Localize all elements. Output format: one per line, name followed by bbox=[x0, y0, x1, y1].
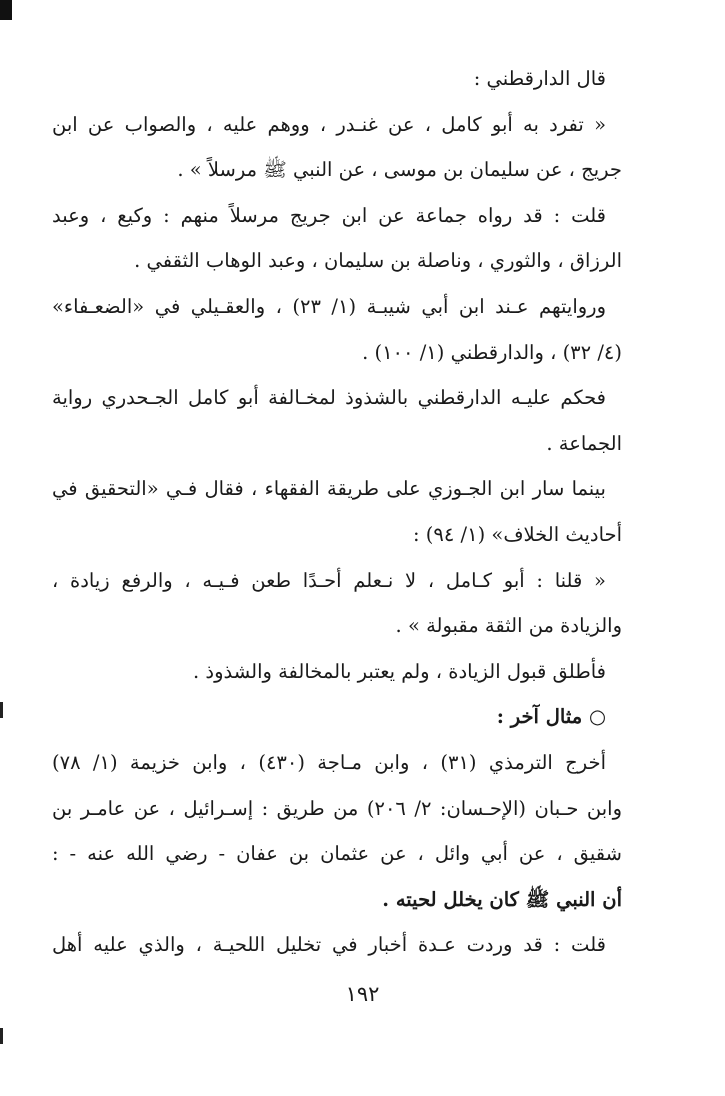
text-line: « تفرد به أبو كامل ، عن غنـدر ، ووهم عليه ، والصواب عن ابن bbox=[52, 112, 606, 136]
text-line: الرزاق ، والثوري ، وناصلة بن سليمان ، وعبد الوهاب الثقفي . bbox=[134, 249, 622, 273]
scan-edge-tick bbox=[0, 702, 3, 718]
text-line: قلت : قد رواه جماعة عن ابن جريج مرسلاً منهم : وكيع ، وعبد bbox=[52, 203, 606, 227]
body-text bbox=[52, 56, 622, 968]
text-line: أحاديث الخلاف» (١/ ٩٤) : bbox=[412, 522, 622, 546]
hadith-text: أن النبي ﷺ كان يخلل لحيته . bbox=[382, 887, 622, 911]
text-line: أخرج الترمذي (٣١) ، وابن مـاجة (٤٣٠) ، وابن خزيمة (١/ ٧٨) bbox=[52, 750, 606, 774]
text-line: قال الدارقطني : bbox=[473, 67, 606, 90]
text-line: فأطلق قبول الزيادة ، ولم يعتبر بالمخالفة والشذوذ . bbox=[193, 659, 606, 683]
text-line: وابن حـبان (الإحـسان: ٢/ ٢٠٦) من طريق : إسـرائيل ، عن عامـر بن bbox=[52, 796, 622, 820]
scan-edge-tick bbox=[0, 1028, 3, 1044]
text-line: الجماعة . bbox=[546, 431, 622, 455]
text-line: وروايتهم عـند ابن أبي شيبـة (١/ ٢٣) ، والعقـيلي في «الضعـفاء» bbox=[52, 294, 606, 318]
text-line: « قلنا : أبو كـامل ، لا نـعلم أحـدًا طعن فـيـه ، والرفع زيادة ، bbox=[52, 568, 606, 592]
text-line: شقيق ، عن أبي وائل ، عن عثمان بن عفان - رضي الله عنه - : bbox=[52, 842, 622, 866]
text-line: فحكم عليـه الدارقطني بالشذوذ لمخـالفة أبو كامل الجـحدري رواية bbox=[52, 386, 606, 410]
section-heading: ○ مثال آخر : bbox=[496, 705, 606, 729]
text-line: (٤/ ٣٢) ، والدارقطني (١/ ١٠٠) . bbox=[362, 340, 622, 364]
scan-corner-mark bbox=[0, 0, 12, 20]
text-line: والزيادة من الثقة مقبولة » . bbox=[395, 614, 622, 638]
text-line: قلت : قد وردت عـدة أخبار في تخليل اللحيـة ، والذي عليه أهل bbox=[52, 933, 606, 957]
text-line: جريج ، عن سليمان بن موسى ، عن النبي ﷺ مرسلاً » . bbox=[177, 158, 622, 182]
text-line: بينما سار ابن الجـوزي على طريقة الفقهاء ، فقال فـي «التحقيق في bbox=[52, 477, 606, 501]
page-number: ١٩٢ bbox=[345, 982, 380, 1006]
